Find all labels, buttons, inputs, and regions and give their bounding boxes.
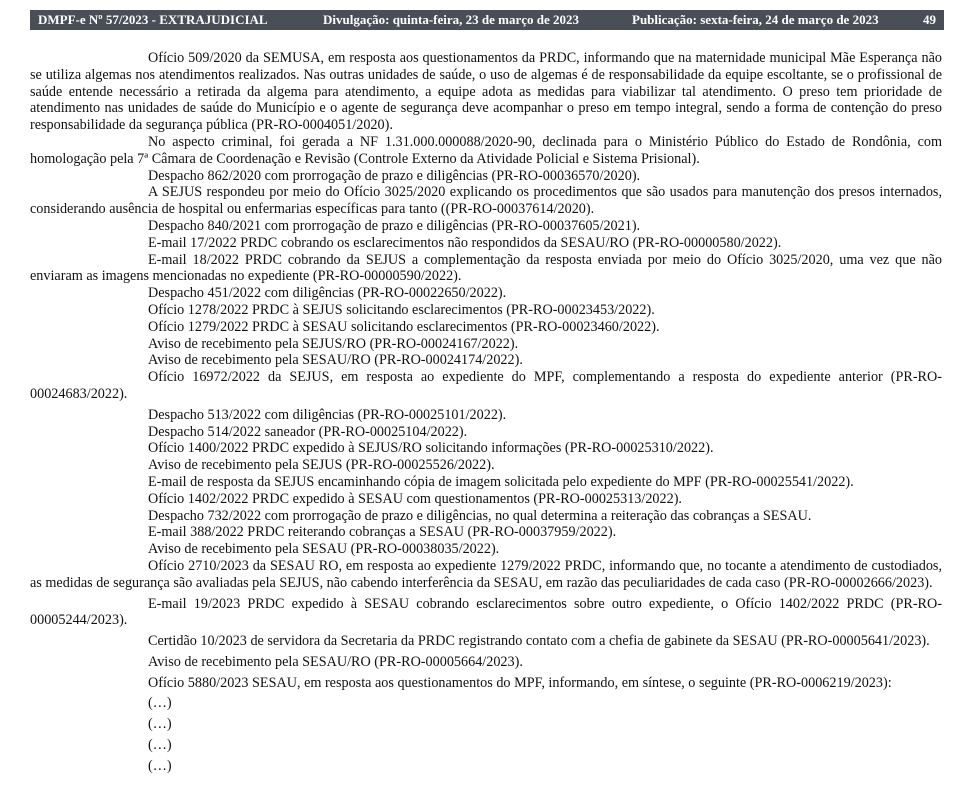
paragraph-7: E-mail 18/2022 PRDC cobrando da SEJUS a complementação da resposta enviada por meio do Ofício 3025/2020, uma vez que não enviaram as imagens mencionadas no expediente (PR-RO-00000590/2022). (30, 251, 942, 285)
paragraph-20: Despacho 732/2022 com prorrogação de prazo e diligências, no qual determina a reiteração das cobranças a SESAU. (148, 507, 812, 524)
ellipsis-2: (…) (148, 716, 172, 733)
page-header (30, 10, 944, 30)
paragraph-25: Certidão 10/2023 de servidora da Secretaria da PRDC registrando contato com a chefia de gabinete da SESAU (PR-RO-00005641/2023). (148, 633, 930, 650)
paragraph-26: Aviso de recebimento pela SESAU/RO (PR-RO-00005664/2023). (148, 653, 523, 670)
paragraph-2: No aspecto criminal, foi gerada a NF 1.31.000.000088/2020-90, declinada para o Ministério Público do Estado de Rondônia, com homologação pela 7ª Câmara de Coordenação e Revisão (Controle Externo da Atividade Policial e Sistema Prisional). (30, 133, 942, 167)
ellipsis-4: (…) (148, 757, 172, 774)
paragraph-5: Despacho 840/2021 com prorrogação de prazo e diligências (PR-RO-00037605/2021). (148, 217, 641, 234)
publicacao-date: Publicação: sexta-feira, 24 de março de 2023 (632, 12, 879, 27)
document-body (30, 50, 942, 775)
paragraph-15: Despacho 514/2022 saneador (PR-RO-00025104/2022). (148, 423, 468, 440)
paragraph-6: E-mail 17/2022 PRDC cobrando os esclarecimentos não respondidos da SESAU/RO (PR-RO-00000580/2022). (148, 234, 782, 251)
paragraph-14: Despacho 513/2022 com diligências (PR-RO-00025101/2022). (148, 406, 507, 423)
paragraph-1: Ofício 509/2020 da SEMUSA, em resposta aos questionamentos da PRDC, informando que na maternidade municipal Mãe Esperança não se utiliza algemas nos atendimentos realizados. Nas outras unidades de saúde, o uso de algemas é de responsabilidade da equipe escoltante, se o profissional de saúde entende necessário a retirada da algema para atendimento, a equipe adota as medidas para viabilizar tal atendimento. O preso tem prioridade de atendimento nas unidades de saúde do Município e o agente de segurança deve acompanhar o preso em tempo integral, sendo a forma de contenção do preso responsabilidade da segurança pública (PR-RO-0004051/2020). (30, 50, 942, 134)
paragraph-3: Despacho 862/2020 com prorrogação de prazo e diligências (PR-RO-00036570/2020). (148, 167, 641, 184)
paragraph-16: Ofício 1400/2022 PRDC expedido à SEJUS/RO solicitando informações (PR-RO-00025310/2022). (148, 440, 714, 457)
paragraph-4: A SEJUS respondeu por meio do Ofício 3025/2020 explicando os procedimentos que são usados para manutenção dos presos internados, considerando ausência de hospital ou enfermarias específicas para tanto ((PR-RO-00037614/2020). (30, 184, 942, 218)
paragraph-9: Ofício 1278/2022 PRDC à SEJUS solicitando esclarecimentos (PR-RO-00023453/2022). (148, 301, 655, 318)
edition-label: DMPF-e Nº 57/2023 - EXTRAJUDICIAL (38, 12, 268, 27)
paragraph-24: E-mail 19/2023 PRDC expedido à SESAU cobrando esclarecimentos sobre outro expediente, o Ofício 1402/2022 PRDC (PR-RO-00005244/2023). (30, 595, 942, 629)
paragraph-11: Aviso de recebimento pela SEJUS/RO (PR-RO-00024167/2022). (148, 335, 519, 352)
paragraph-23: Ofício 2710/2023 da SESAU RO, em resposta ao expediente 1279/2022 PRDC, informando que, no tocante a atendimento de custodiados, as medidas de segurança são avaliadas pela SEJUS, não cabendo interferência da SESAU, em razão das peculiaridades de cada caso (PR-RO-00002666/2023). (30, 557, 942, 591)
paragraph-8: Despacho 451/2022 com diligências (PR-RO-00022650/2022). (148, 285, 507, 302)
paragraph-21: E-mail 388/2022 PRDC reiterando cobranças a SESAU (PR-RO-00037959/2022). (148, 524, 617, 541)
paragraph-18: E-mail de resposta da SEJUS encaminhando cópia de imagem solicitada pelo expediente do MPF (PR-RO-00025541/2022). (148, 473, 854, 490)
paragraph-10: Ofício 1279/2022 PRDC à SESAU solicitando esclarecimentos (PR-RO-00023460/2022). (148, 318, 660, 335)
paragraph-13: Ofício 16972/2022 da SEJUS, em resposta ao expediente do MPF, complementando a resposta do expediente anterior (PR-RO-00024683/2022). (30, 369, 942, 402)
ellipsis-3: (…) (148, 737, 172, 754)
divulgacao-date: Divulgação: quinta-feira, 23 de março de 2023 (323, 12, 580, 27)
paragraph-19: Ofício 1402/2022 PRDC expedido à SESAU com questionamentos (PR-RO-00025313/2022). (148, 490, 682, 507)
paragraph-27: Ofício 5880/2023 SESAU, em resposta aos questionamentos do MPF, informando, em síntese, o seguinte (PR-RO-0006219/2023): (148, 674, 892, 691)
ellipsis-1: (…) (148, 695, 172, 712)
paragraph-12: Aviso de recebimento pela SESAU/RO (PR-RO-00024174/2022). (148, 352, 523, 369)
paragraph-22: Aviso de recebimento pela SESAU (PR-RO-00038035/2022). (148, 541, 500, 558)
page-number: 49 (923, 12, 936, 27)
paragraph-17: Aviso de recebimento pela SEJUS (PR-RO-00025526/2022). (148, 457, 495, 474)
